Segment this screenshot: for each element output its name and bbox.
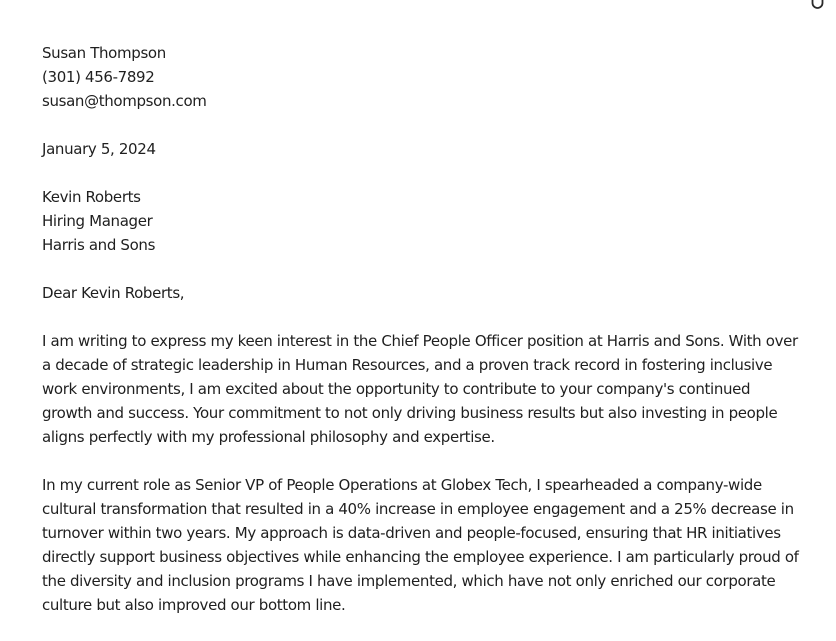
recipient-name: Kevin Roberts	[42, 188, 141, 206]
salutation-block	[42, 281, 802, 305]
paperclip-icon	[811, 0, 824, 11]
recipient-block	[42, 185, 802, 257]
sender-phone: (301) 456-7892	[42, 68, 155, 86]
body-paragraph-1: I am writing to express my keen interest in the Chief People Officer position at Harris and Sons. With over a decade of strategic leadership in Human Resources, and a proven track record in fostering inclusive work environments, I am excited about the opportunity to contribute to your company's continued growth and success. Your commitment to not only driving business results but also investing in people aligns perfectly with my professional philosophy and expertise.	[42, 332, 798, 446]
sender-name: Susan Thompson	[42, 44, 166, 62]
recipient-title: Hiring Manager	[42, 212, 153, 230]
sender-block	[42, 41, 802, 113]
sender-email: susan@thompson.com	[42, 92, 207, 110]
cover-letter	[42, 41, 802, 641]
body-paragraph-2: In my current role as Senior VP of People Operations at Globex Tech, I spearheaded a company-wide cultural transformation that resulted in a 40% increase in employee engagement and a 25% decrease in turnover within two years. My approach is data-driven and people-focused, ensuring that HR initiatives directly support business objectives while enhancing the employee experience. I am particularly proud of the diversity and inclusion programs I have implemented, which have not only enriched our corporate culture but also improved our bottom line.	[42, 476, 799, 614]
recipient-company: Harris and Sons	[42, 236, 156, 254]
letter-date: January 5, 2024	[42, 140, 156, 158]
salutation: Dear Kevin Roberts,	[42, 284, 185, 302]
date-block	[42, 137, 802, 161]
